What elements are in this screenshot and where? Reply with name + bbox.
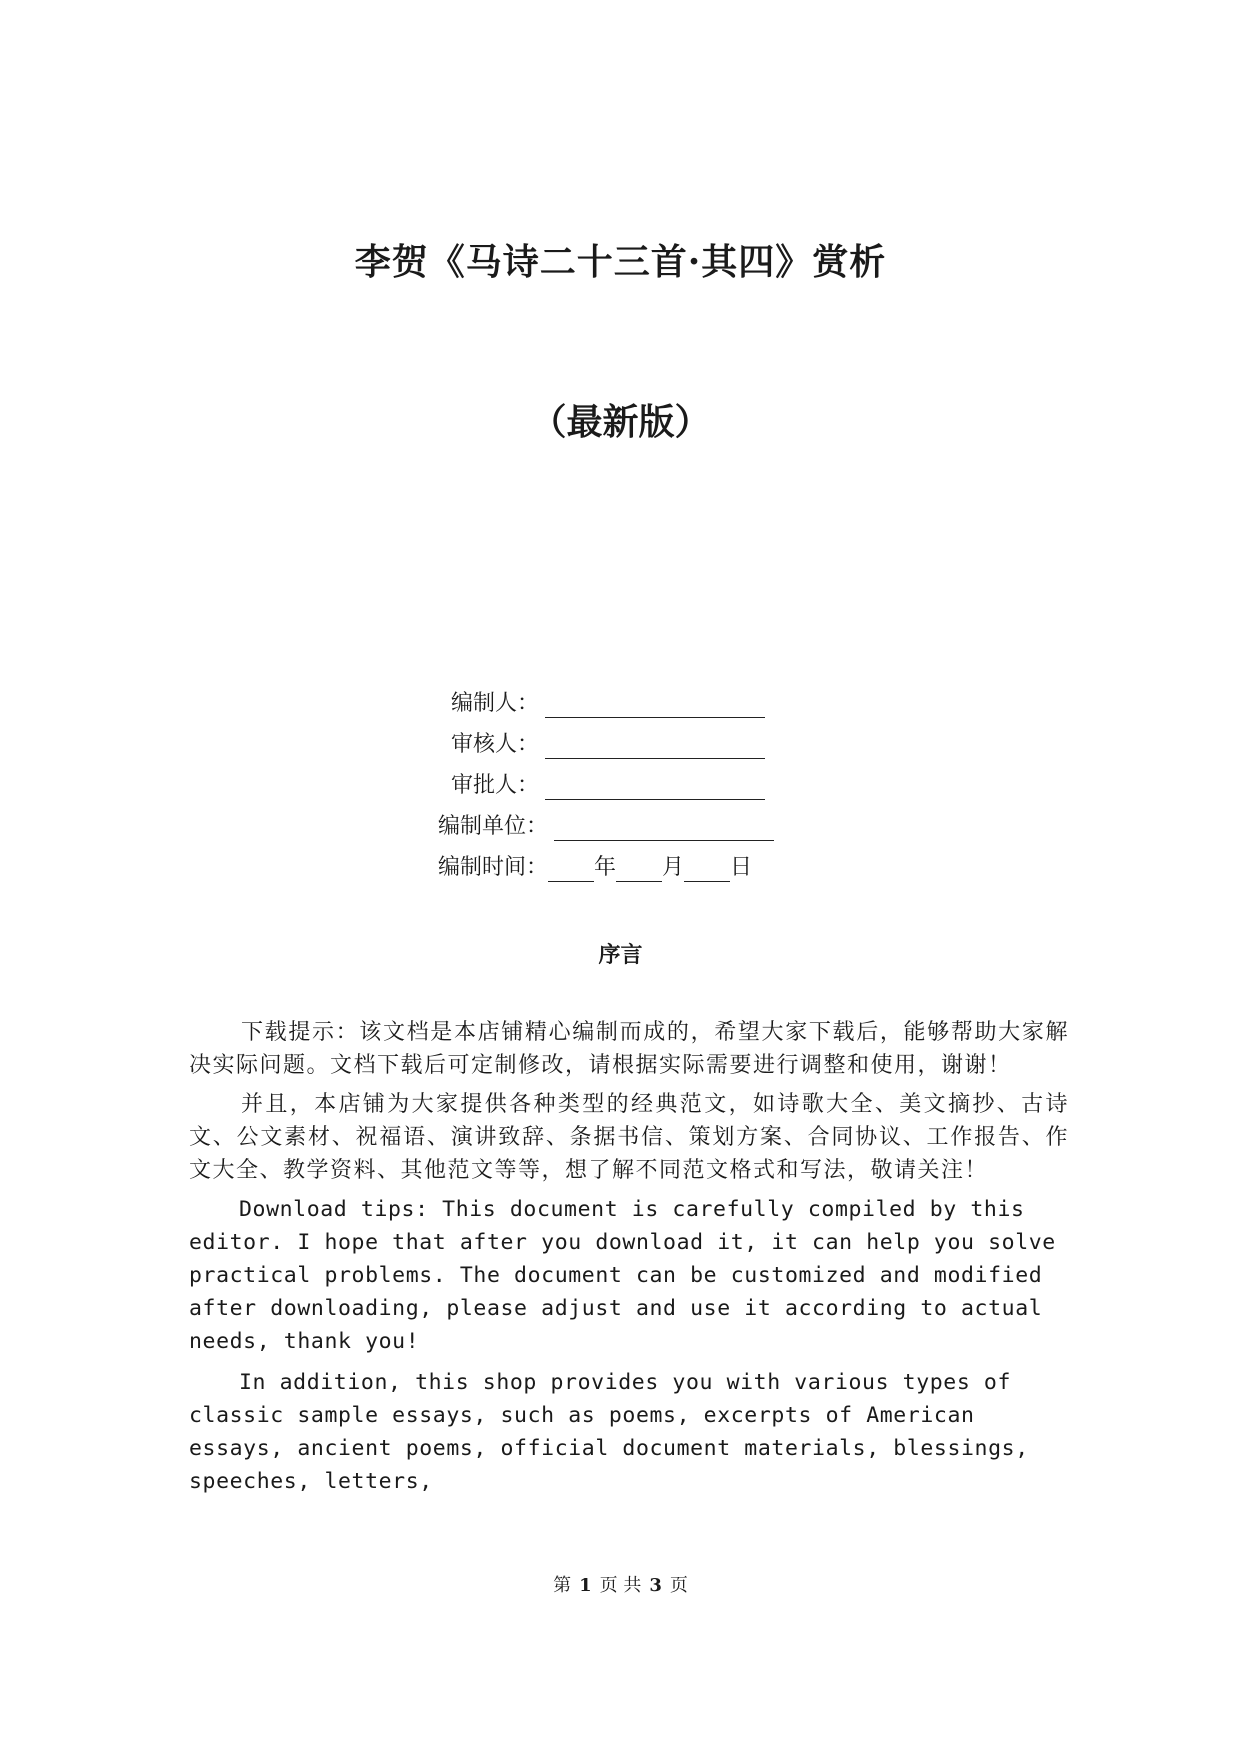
document-subtitle: （最新版） [530, 401, 711, 443]
current-page-number: 1 [579, 1575, 592, 1596]
preface-body [189, 1016, 1069, 1506]
total-page-number: 3 [649, 1575, 662, 1596]
month-blank [616, 855, 662, 882]
reviewer-row [451, 725, 765, 765]
footer-suffix: 页 [669, 1575, 688, 1596]
approver-row [451, 766, 765, 806]
editor-row [451, 684, 765, 724]
unit-blank [554, 814, 774, 841]
approver-blank [545, 773, 765, 800]
day-label: 日 [730, 855, 753, 880]
preface-title: 序言 [598, 942, 643, 968]
reviewer-blank [545, 732, 765, 759]
time-row [438, 848, 752, 888]
reviewer-label: 审核人： [451, 732, 540, 757]
unit-row [438, 807, 774, 847]
editor-blank [545, 691, 765, 718]
preface-paragraph-1: 下载提示：该文档是本店铺精心编制而成的，希望大家下载后，能够帮助大家解决实际问题。文档下载后可定制修改，请根据实际需要进行调整和使用，谢谢！ [189, 1020, 1069, 1078]
day-blank [684, 855, 730, 882]
preface-paragraph-3: Download tips: This document is carefully compiled by this editor. I hope that after you download it, it can help you solve practical problems. The document can be customized and modified after downloading, please adjust and use it according to actual needs, thank you! [189, 1197, 1056, 1354]
document-title: 李贺《马诗二十三首·其四》赏析 [354, 241, 887, 283]
year-blank [548, 855, 594, 882]
month-label: 月 [662, 855, 685, 880]
time-label: 编制时间： [438, 855, 549, 880]
editor-label: 编制人： [451, 691, 540, 716]
approver-label: 审批人： [451, 773, 540, 798]
preface-paragraph-4: In addition, this shop provides you with various types of classic sample essays, such as poems, excerpts of American essays, ancient poems, official document materials, blessings, speeches, letters, [189, 1370, 1029, 1494]
page-footer [0, 1574, 1241, 1598]
footer-prefix: 第 [553, 1575, 572, 1596]
footer-middle: 页 共 [599, 1575, 642, 1596]
year-label: 年 [594, 855, 617, 880]
preface-paragraph-2: 并且，本店铺为大家提供各种类型的经典范文，如诗歌大全、美文摘抄、古诗文、公文素材、祝福语、演讲致辞、条据书信、策划方案、合同协议、工作报告、作文大全、教学资料、其他范文等等，想了解不同范文格式和写法，敬请关注！ [189, 1092, 1069, 1183]
unit-label: 编制单位： [438, 814, 549, 839]
